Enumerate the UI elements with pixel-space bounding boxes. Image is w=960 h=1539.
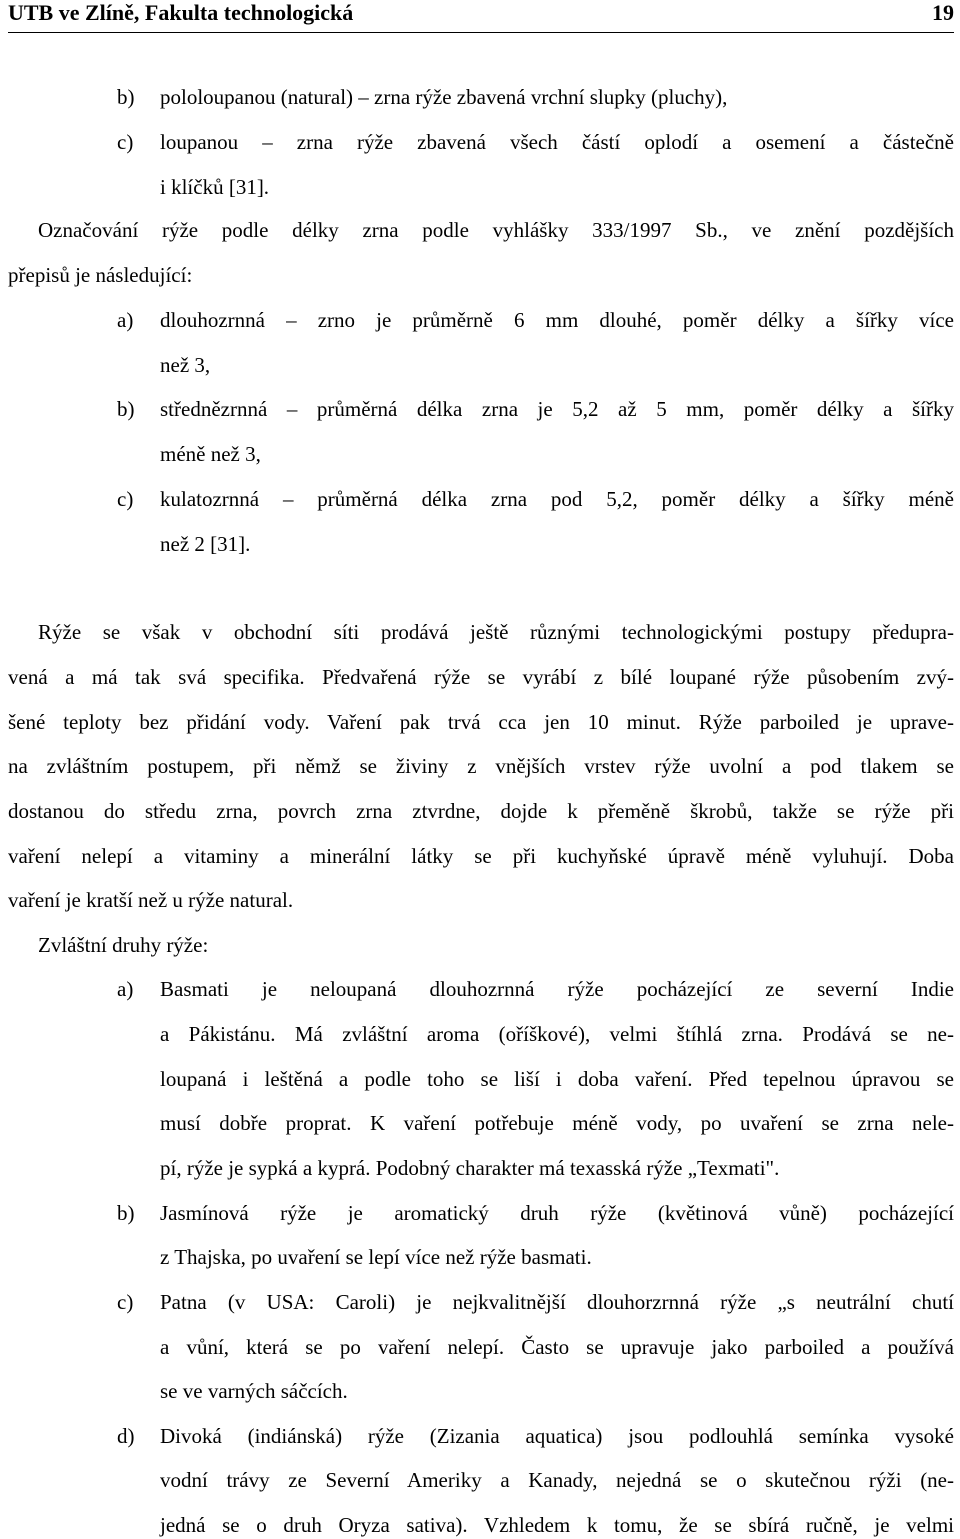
list-item-text: musí dobře proprat. K vaření potřebuje méně vody, po uvaření se zrna nele- [160,1111,954,1135]
paragraph-line: vaření nelepí a vitaminy a minerální látky se při kuchyňské úpravě méně vyluhují. Doba [8,844,954,868]
list-item-text: Divoká (indiánská) rýže (Zizania aquatica) jsou podlouhlá semínka vysoké [160,1424,954,1448]
paragraph-line: přepisů je následující: [8,263,193,287]
list-item-text: než 3, [160,353,211,377]
list-item-text: než 2 [31]. [160,532,251,556]
list-item-text: dlouhozrnná – zrno je průměrně 6 mm dlouhé, poměr délky a šířky více [160,308,954,332]
list-marker: b) [117,1201,135,1225]
list-item-text: pí, rýže je sypká a kyprá. Podobný charakter má texasská rýže „Texmati". [160,1156,780,1180]
paragraph-line: vaření je kratší než u rýže natural. [8,888,294,912]
list-item-text: pololoupanou (natural) – zrna rýže zbavená vrchní slupky (pluchy), [160,85,728,109]
list-item-text: Basmati je neloupaná dlouhozrnná rýže pocházející ze severní Indie [160,977,954,1001]
list-marker: a) [117,977,134,1001]
paragraph-line: Označování rýže podle délky zrna podle vyhlášky 333/1997 Sb., ve znění pozdějších [38,218,954,242]
header-title: UTB ve Zlíně, Fakultа technologická [8,0,354,25]
list-marker: a) [117,308,134,332]
paragraph-line: Rýže se však v obchodní síti prodává ještě různými technologickými postupy předupra- [38,620,954,644]
list-marker: d) [117,1424,135,1448]
paragraph-line: vená a má tak svá specifika. Předvařená rýže se vyrábí z bílé loupané rýže působením zvý- [8,665,954,689]
paragraph-line: šené teploty bez přidání vody. Vaření pak trvá cca jen 10 minut. Rýže parboiled je uprave- [8,710,954,734]
paragraph-line: na zvláštním postupem, při němž se živiny z vnějších vrstev rýže uvolní a pod tlakem se [8,754,954,778]
list-item-text: střednězrnná – průměrná délka zrna je 5,2 až 5 mm, poměr délky a šířky [160,397,954,421]
list-item-text: méně než 3, [160,442,261,466]
list-marker: c) [117,130,134,154]
list-item-text: loupanou – zrna rýže zbavená všech částí oplodí a osemení a částečně [160,130,954,154]
list-item-text: a Pákistánu. Má zvláštní aroma (oříškové), velmi štíhlá zrna. Prodává se ne- [160,1022,954,1046]
list-item-text: se ve varných sáčcích. [160,1379,348,1403]
list-item-text: Jasmínová rýže je aromatický druh rýže (květinová vůně) pocházející [160,1201,954,1225]
list-item-text: a vůní, která se po vaření nelepí. Často se upravuje jako parboiled a používá [160,1335,954,1359]
paragraph-line: dostanou do středu zrna, povrch zrna ztvrdne, dojde k přeměně škrobů, takže se rýže při [8,799,954,823]
list-item-text: z Thajska, po uvaření se lepí více než rýže basmati. [160,1245,592,1269]
list-item-text: kulatozrnná – průměrná délka zrna pod 5,2, poměr délky a šířky méně [160,487,954,511]
list-item-text: jedná se o druh Oryza sativa). Vzhledem k tomu, že se sbírá ručně, je velmi [160,1513,954,1537]
list-item-text: vodní trávy ze Severní Ameriky a Kanady, nejedná se o skutečnou rýži (ne- [160,1468,954,1492]
header-rule [8,32,954,33]
list-item-text: loupaná i leštěná a podle toho se liší i doba vaření. Před tepelnou úpravou se [160,1067,954,1091]
list-item-text: i klíčků [31]. [160,175,270,199]
list-marker: b) [117,397,135,421]
section-intro: Zvláštní druhy rýže: [38,933,209,957]
list-marker: c) [117,1290,134,1314]
list-marker: c) [117,487,134,511]
list-item-text: Patna (v USA: Caroli) je nejkvalitnější dlouhorzrnná rýže „s neutrální chutí [160,1290,954,1314]
list-marker: b) [117,85,135,109]
running-header [8,0,954,26]
page-number: 19 [932,0,954,25]
